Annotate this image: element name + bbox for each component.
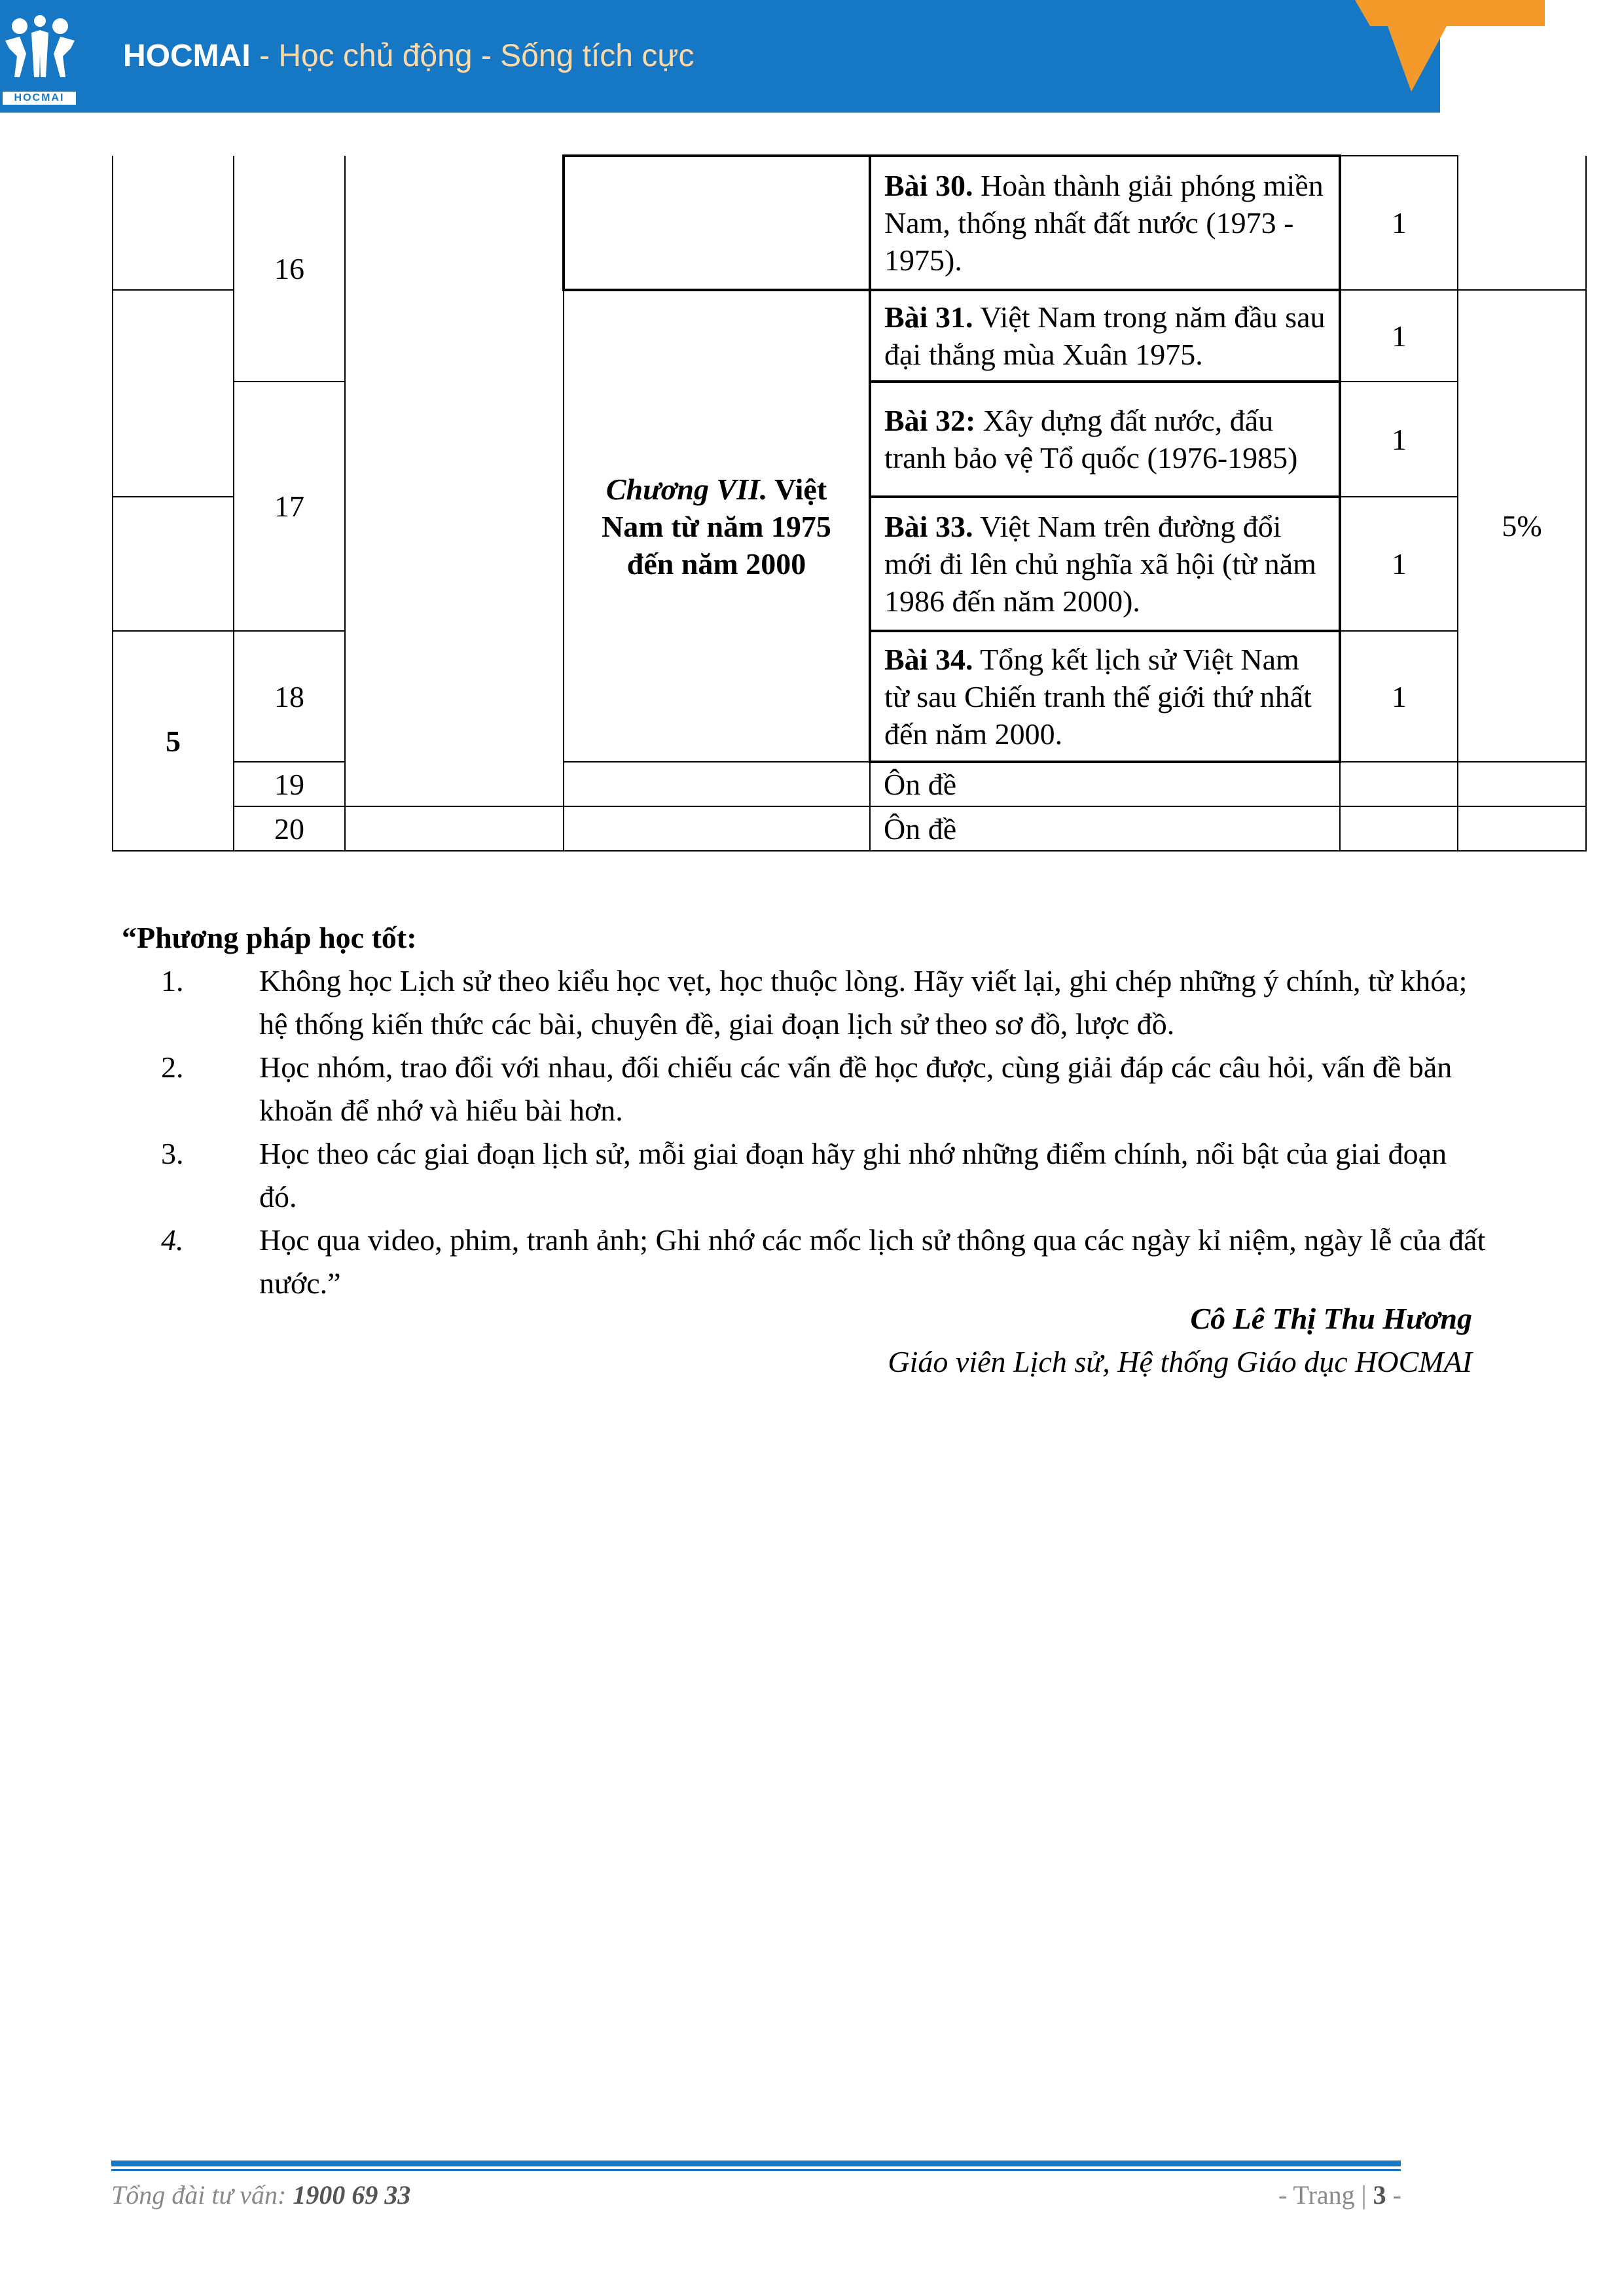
empty-cell <box>345 156 564 806</box>
percent-empty-cell <box>1458 156 1586 290</box>
month-cell <box>113 382 234 497</box>
review-cell: Ôn đề <box>870 806 1340 851</box>
lesson-text: Việt Nam trên đường đổi mới đi lên chủ nghĩa xã hội (từ năm 1986 đến năm 2000). <box>884 510 1316 618</box>
periods-cell: 1 <box>1340 290 1458 382</box>
empty-chapter-cell <box>564 762 870 806</box>
table-row <box>113 156 1586 290</box>
percent-empty-cell <box>1458 762 1586 806</box>
empty-chapter-cell <box>564 156 870 290</box>
periods-cell <box>1340 806 1458 851</box>
list-item <box>122 960 1490 1046</box>
week-cell: 16 <box>234 156 345 382</box>
lesson-title: Bài 31. <box>884 300 973 334</box>
month-cell: 5 <box>113 631 234 851</box>
week-cell: 19 <box>234 762 345 806</box>
page-suffix: - <box>1386 2180 1401 2210</box>
author-title: Giáo viên Lịch sử, Hệ thống Giáo dục HOCMAI <box>888 1345 1472 1378</box>
percent-cell: 5% <box>1458 290 1586 762</box>
item-text: Học nhóm, trao đổi với nhau, đối chiếu các vấn đề học được, cùng giải đáp các câu hỏi, vấn đề băn khoăn để nhớ và hiểu bài hơn. <box>259 1050 1453 1127</box>
lesson-text: Tổng kết lịch sử Việt Nam từ sau Chiến tranh thế giới thứ nhất đến năm 2000. <box>884 642 1312 751</box>
lesson-title: Bài 32: <box>884 404 976 437</box>
review-cell: Ôn đề <box>870 762 1340 806</box>
brand-name: HOCMAI <box>123 39 251 73</box>
hotline-label: Tổng đài tư vấn: <box>111 2180 293 2210</box>
chapter-cell <box>564 290 870 762</box>
item-number: 3. <box>161 1137 184 1170</box>
percent-empty-cell <box>1458 806 1586 851</box>
methods-list <box>122 960 1490 1305</box>
lesson-text: Hoàn thành giải phóng miền Nam, thống nhất đất nước (1973 - 1975). <box>884 169 1324 277</box>
item-text: Không học Lịch sử theo kiểu học vẹt, học thuộc lòng. Hãy viết lại, ghi chép những ý chính, từ khóa; hệ thống kiến thức các bài, chuyên đề, giai đoạn lịch sử theo sơ đồ, lược đồ. <box>259 964 1468 1041</box>
week-cell: 18 <box>234 631 345 762</box>
week-cell: 17 <box>234 382 345 631</box>
brand-slogan: Học chủ động - Sống tích cực <box>278 39 695 73</box>
month-cell <box>113 497 234 631</box>
lesson-title: Bài 30. <box>884 169 973 202</box>
empty-chapter-cell <box>564 806 870 851</box>
page-number-value: 3 <box>1373 2180 1386 2210</box>
lesson-title: Bài 33. <box>884 510 973 543</box>
footer-hotline <box>111 2179 410 2210</box>
list-item <box>122 1132 1490 1219</box>
lesson-text: Việt Nam trong năm đầu sau đại thắng mùa Xuân 1975. <box>884 300 1326 371</box>
week-cell: 20 <box>234 806 345 851</box>
item-text: Học qua video, phim, tranh ảnh; Ghi nhớ các mốc lịch sử thông qua các ngày kỉ niệm, ngày lễ của đất nước.” <box>259 1223 1486 1300</box>
table-row <box>113 762 1586 806</box>
lesson-cell <box>870 156 1340 290</box>
chapter-title: Việt Nam từ năm 1975 đến năm 2000 <box>602 472 831 581</box>
month-cell <box>113 290 234 382</box>
lesson-cell <box>870 631 1340 762</box>
month-cell <box>113 156 234 290</box>
logo-text: HOCMAI <box>3 92 76 105</box>
page-header <box>0 0 1624 113</box>
footer-divider <box>111 2161 1401 2166</box>
hocmai-logo-icon[interactable] <box>0 14 80 103</box>
header-brand <box>123 38 694 74</box>
item-text: Học theo các giai đoạn lịch sử, mỗi giai đoạn hãy ghi nhớ những điểm chính, nổi bật của giai đoạn đó. <box>259 1137 1447 1213</box>
lesson-text: Xây dựng đất nước, đấu tranh bảo vệ Tổ quốc (1976-1985) <box>884 404 1298 475</box>
periods-cell: 1 <box>1340 382 1458 497</box>
chapter-prefix: Chương VII. <box>605 472 768 506</box>
lesson-cell <box>870 497 1340 631</box>
item-number: 4. <box>161 1223 184 1257</box>
brand-separator: - <box>250 39 279 73</box>
schedule-table <box>112 154 1587 852</box>
list-item <box>122 1219 1490 1305</box>
signature-block <box>888 1297 1472 1384</box>
methods-heading: “Phương pháp học tốt: <box>122 921 417 954</box>
periods-cell: 1 <box>1340 497 1458 631</box>
page-number <box>1278 2179 1401 2210</box>
periods-cell <box>1340 762 1458 806</box>
item-number: 1. <box>161 964 184 997</box>
lesson-title: Bài 34. <box>884 642 973 676</box>
table-row <box>113 806 1586 851</box>
study-methods <box>122 916 1490 1305</box>
header-accent <box>1355 0 1545 26</box>
list-item <box>122 1046 1490 1132</box>
author-name: Cô Lê Thị Thu Hương <box>1190 1302 1472 1335</box>
empty-cell <box>345 806 564 851</box>
item-number: 2. <box>161 1050 184 1084</box>
page-prefix: - Trang | <box>1278 2180 1373 2210</box>
hotline-number: 1900 69 33 <box>293 2180 411 2210</box>
footer-divider-thin <box>111 2169 1401 2171</box>
periods-cell: 1 <box>1340 631 1458 762</box>
lesson-cell <box>870 382 1340 497</box>
lesson-cell <box>870 290 1340 382</box>
periods-cell: 1 <box>1340 156 1458 290</box>
